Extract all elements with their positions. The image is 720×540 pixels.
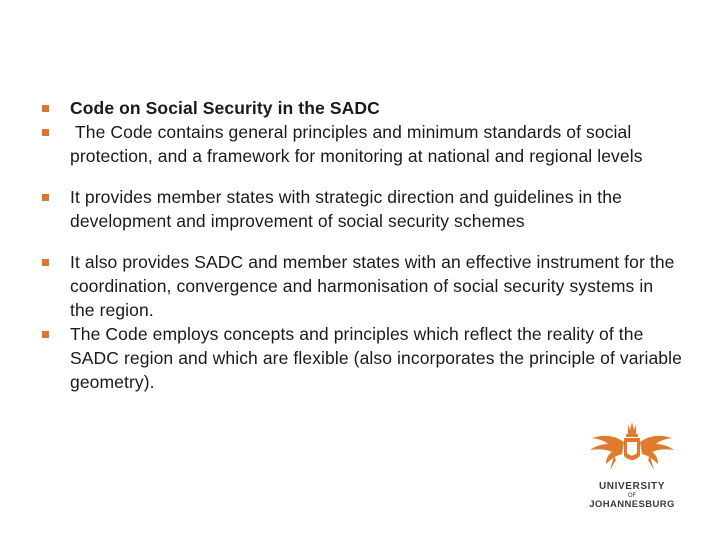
university-logo: [584, 420, 680, 516]
square-bullet-icon: [42, 259, 49, 266]
square-bullet-icon: [42, 129, 49, 136]
bullet-text: It also provides SADC and member states with an effective instrument for the coordination, convergence and harmonisation of social security systems in the region.: [70, 252, 675, 320]
bullet-item: [42, 250, 682, 322]
university-crest-icon: [584, 420, 680, 480]
bullet-item: [42, 185, 682, 233]
square-bullet-icon: [42, 194, 49, 201]
bullet-text: Code on Social Security in the SADC: [70, 98, 380, 118]
square-bullet-icon: [42, 105, 49, 112]
logo-line-johannesburg: JOHANNESBURG: [589, 499, 675, 510]
bullet-text: The Code employs concepts and principles which reflect the reality of the SADC region and which are flexible (also incorporates the principle of variable geometry).: [70, 324, 682, 392]
bullet-item: [42, 120, 682, 168]
bullet-text: It provides member states with strategic direction and guidelines in the development and improvement of social security schemes: [70, 187, 622, 231]
logo-line-university: UNIVERSITY: [598, 481, 665, 492]
bullet-text: The Code contains general principles and minimum standards of social protection, and a framework for monitoring at national and regional levels: [70, 122, 643, 166]
bullet-item: [42, 322, 682, 394]
bullet-list: [42, 96, 682, 394]
logo-line-of: OF: [627, 493, 637, 499]
square-bullet-icon: [42, 331, 49, 338]
bullet-item-heading: [42, 96, 682, 120]
